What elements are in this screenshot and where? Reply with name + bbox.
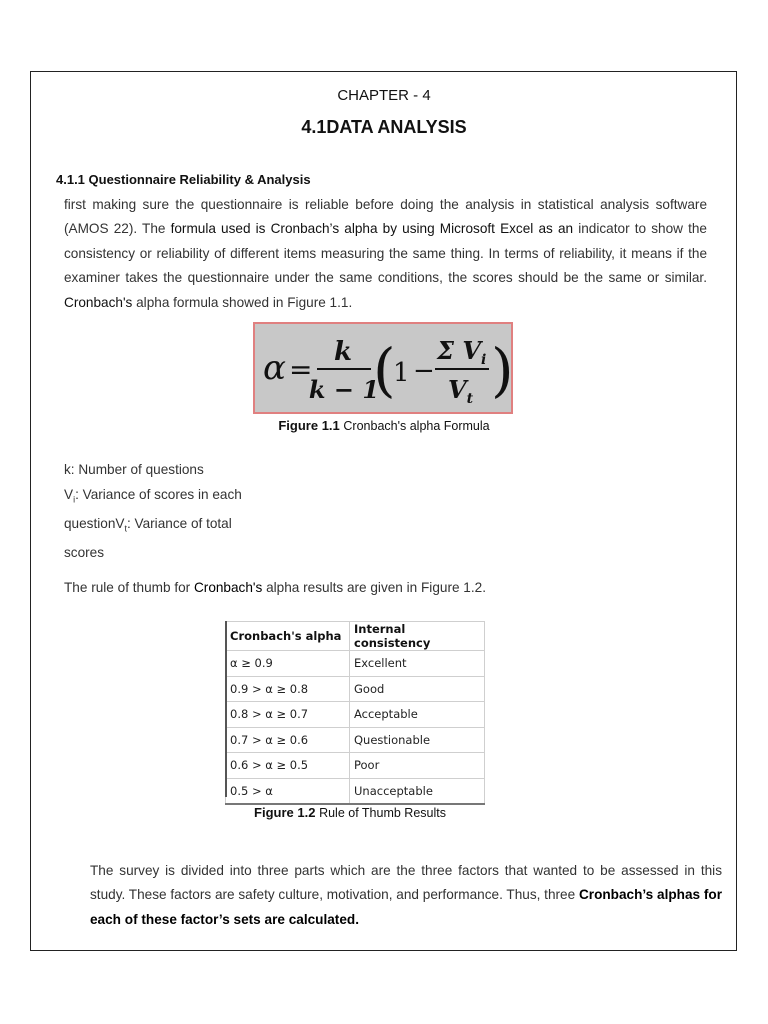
page-title: 4.1DATA ANALYSIS (301, 117, 467, 137)
table-cell: Good (350, 676, 485, 702)
table-row (226, 702, 485, 728)
fraction-bar-2 (435, 368, 489, 370)
table-cell: Unacceptable (350, 778, 485, 804)
formula-minus: − (413, 356, 435, 386)
table-cell: α ≥ 0.9 (226, 651, 350, 677)
table-cell: 0.5 > α (226, 778, 350, 804)
fraction-bar-1 (317, 368, 371, 370)
closing-text-2: Cronbach’s alphas for each of these factor’s sets are calculated. (90, 887, 722, 927)
table-row (226, 727, 485, 753)
table-row (226, 753, 485, 779)
table-cell: Acceptable (350, 702, 485, 728)
table-row (226, 778, 485, 804)
table-cell: 0.7 > α ≥ 0.6 (226, 727, 350, 753)
rule-of-thumb-table (225, 621, 485, 805)
formula-equals: = (289, 353, 313, 386)
intro-text-2: formula used is Cronbach’s alpha by using Microsoft Excel as an (170, 221, 574, 237)
figure-2-label: Figure 1.2 (254, 805, 316, 820)
table-row (226, 676, 485, 702)
formula-one: 1 (393, 358, 410, 388)
table-cell: Poor (350, 753, 485, 779)
intro-text-1: first making sure the questionnaire is reliable before doing the analysis in statistical analysis software (AMOS 22). The (64, 197, 707, 237)
table-header-row (226, 622, 485, 651)
formula-k: k (333, 337, 353, 367)
cronbach-formula (255, 324, 514, 412)
formula-image (253, 322, 513, 414)
figure-1-text: Cronbach's alpha Formula (343, 419, 490, 433)
rule-of-thumb-line: The rule of thumb for Cronbach's alpha results are given in Figure 1.2. (64, 580, 486, 595)
table-header-consistency: Internal consistency (350, 622, 485, 651)
closing-text-1: The survey is divided into three parts which are the three factors that wanted to be assessed in this study. These factors are safety culture, motivation, and performance. Thus, three (90, 863, 722, 903)
figure-1-caption (0, 418, 768, 433)
closing-paragraph (90, 859, 722, 932)
table-cell: 0.6 > α ≥ 0.5 (226, 753, 350, 779)
intro-text-5: alpha formula showed in Figure 1.1. (132, 294, 353, 310)
definitions-list (64, 458, 242, 566)
table-row (226, 651, 485, 677)
figure-1-label: Figure 1.1 (278, 418, 340, 433)
formula-alpha: α (263, 348, 286, 388)
intro-text-4: Cronbach's (64, 294, 133, 310)
definition-vt: questionV$_t$: Variance of total (64, 515, 232, 534)
definition-k: k: Number of questions (64, 462, 204, 477)
intro-text-3: indicator to show the consistency or reliability of different items measuring the same thing. In terms of reliability, it means if the examiner takes the questionnaire under the same conditions, the scores should be the same or similar. (64, 221, 707, 286)
intro-paragraph (64, 193, 707, 315)
table-cell: 0.8 > α ≥ 0.7 (226, 702, 350, 728)
formula-sum-vi: Σ $V_i$ (437, 336, 487, 368)
formula-vt: $V_t$ (448, 375, 474, 407)
definition-vi: $V_i$: Variance of scores in each (64, 486, 242, 505)
table-cell: 0.9 > α ≥ 0.8 (226, 676, 350, 702)
figure-2-caption (0, 805, 700, 820)
figure-2-text: Rule of Thumb Results (319, 806, 446, 820)
table-left-edge (225, 621, 227, 797)
definition-scores: scores (64, 545, 105, 561)
table-header-alpha: Cronbach's alpha (226, 622, 350, 651)
formula-close-paren: ) (491, 336, 514, 404)
section-heading: 4.1.1 Questionnaire Reliability & Analysis (56, 172, 311, 187)
formula-k-minus-1: k − 1 (308, 375, 380, 404)
formula-open-paren: ( (373, 336, 396, 404)
table-cell: Questionable (350, 727, 485, 753)
table-cell: Excellent (350, 651, 485, 677)
chapter-label: CHAPTER - 4 (337, 87, 431, 104)
